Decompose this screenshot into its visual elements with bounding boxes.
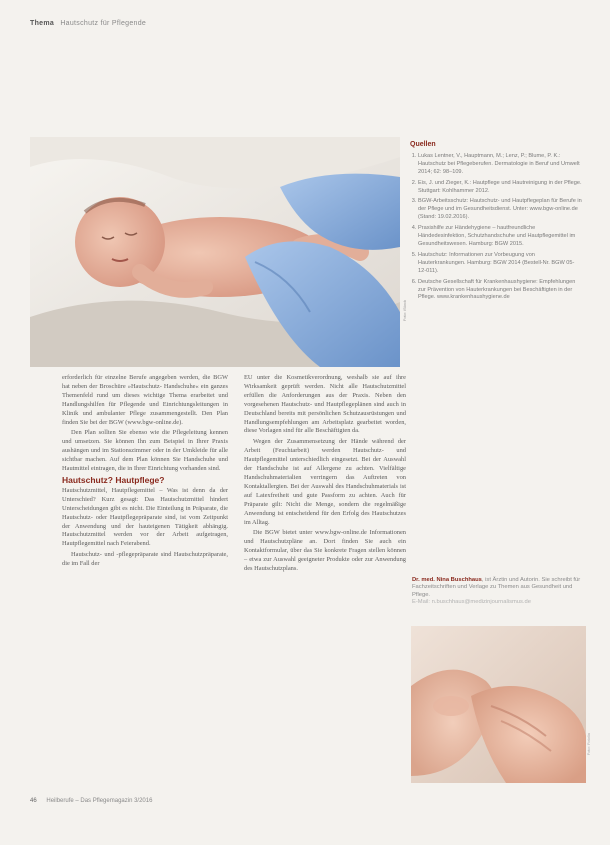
reference-item: 2. Eis, J. und Zieger, K.: Hautpflege und Hautreinigung in der Pflege. Stuttgart: Kohlhammer 2012. [418,180,582,196]
photo-credit-2: Foto: Fotolia [586,733,591,756]
newborn-photo [30,137,400,367]
author-contact: E-Mail: n.buschhaus@medizinjournalismus.de [412,599,531,606]
author-bio: ist Ärztin und Autorin. Sie schreibt für Fachzeitschriften und Verlage zu Themen aus Gesundheit und Pflege. [412,577,581,598]
page-footer [30,798,152,804]
baby-hand-photo [411,626,586,783]
body-paragraph: Die BGW bietet unter www.bgw-online.de Informationen und Hautschutzpläne an. Dort finden Sie auch ein Kontaktformular, über das Sie konkrete Fragen stellen können – etwa zur Auswahl geeigneter Produkte oder zur Anwendung des Hautschutzplans. [244,529,406,573]
newborn-illustration [30,137,400,367]
references [410,141,582,305]
body-paragraph: Wegen der Zusammensetzung der Hände während der Arbeit (Feuchtarbeit) werden Hautschutz- und Hautpflegemittel unterschiedlich eingesetzt. Bei der Auswahl der Handschuhe ist auf Allergene zu achten. Vielfältige Handschuhmaterialien verringern das Auftreten von Kontaktallergien. Bei der Auswahl des Handschuhmaterials ist auf Latexfreiheit und gute Passform zu achten. Auch für Präparate gilt: Nicht die Menge, sondern die regelmäßige Anwendung ist entscheidend für den Erfolg des Hautschutzes im Alltag. [244,438,406,526]
journal-name: Heilberufe – Das Pflegemagazin 3/2016 [46,798,153,804]
body-paragraph: Hautschutz- und -pflegepräparate sind Hautschutzpräparate, die im Fall der [62,551,228,568]
photo-credit: Foto: iStock [402,300,407,322]
body-paragraph: Hautschutzmittel, Hautpflegemittel – Was ist denn da der Unterschied? Kurz gesagt: Das Hautschutzmittel hindert Unterscheidungen gibt es nicht. Die Einteilung in Präparate, die Hautschutz- oder Hautpflegepräparate sind, ist vom Zeitpunkt der Anwendung und der hauteigenen Tätigkeit abhängig. Hautschutzmittel werden vor der Arbeit aufgetragen, Hautpflegemittel nach Feierabend. [62,486,228,548]
section-heading: Hautschutz? Hautpflege? [62,474,165,485]
reference-item: 1. Lukas Lentner, V., Hauptmann, M.; Lenz, P.; Blume, P. K.: Hautschutz bei Pflegeberufen. Dermatologie in Beruf und Umwelt 2014; 62: 98–109. [418,153,582,177]
baby-hand-illustration [411,626,586,783]
body-paragraph: Den Plan sollten Sie ebenso wie die Pflegeleitung kennen und umsetzen. Sie können Ihn zum Beispiel in Ihrer Praxis aushängen und im Stationszimmer oder in der Umkleide für alle sichtbar machen. Auf dem Plan können Sie Handschuhe und Hautmittel eintragen, die in Ihrer Einrichtung vorhanden sind. [62,429,228,473]
author-name: Dr. med. Nina Buschhaus [412,577,482,583]
reference-item: 3. BGW-Arbeitsschutz: Hautschutz- und Hautpflegeplan für Berufe in der Pflege und im Gesundheitsdienst. Unter: www.bgw-online.de (Stand: 19.02.2016). [418,198,582,222]
body-paragraph: erforderlich für einzelne Berufe angegeben werden, die BGW hat neben der Broschüre »Hautschutz- Handschuhe« ein ganzes Themenfeld rund um dieses wichtige Thema erarbeitet und Handlungshilfen für Pflegende und Einrichtungsleitungen in Klinik und ambulanter Pflege zusammengestellt. Den Plan finden Sie bei der BGW (www.bgw-online.de). [62,374,228,426]
section-subtitle: Hautschutz für Pflegende [60,20,147,27]
references-list [410,153,582,302]
section-label: Thema [30,20,55,27]
reference-item: 5. Hautschutz: Informationen zur Vorbeugung von Hauterkrankungen. Hamburg: BGW 2014 (Bestell-Nr. BGW 05-12-011). [418,252,582,276]
body-column-1 [62,374,228,571]
reference-item: 6. Deutsche Gesellschaft für Krankenhaushygiene: Empfehlungen zur Prävention von Hauterkrankungen bei Beschäftigten in der Pflege. www.krankenhaushygiene.de [418,279,582,303]
body-column-2 [244,374,406,576]
running-head [30,20,146,27]
author-note: Dr. med. Nina Buschhaus, ist Ärztin und Autorin. Sie schreibt für Fachzeitschriften und Verlage zu Themen aus Gesundheit und Pflege. E-Mail: n.buschhaus@medizinjournalismus.de [412,577,584,607]
reference-item: 4. Praxishilfe zur Händehygiene – hautfreundliche Händedesinfektion, Schutzhandschuhe und Hautpflegemittel im Gesundheitswesen. Hamburg: BGW 2015. [418,225,582,249]
references-title: Quellen [410,141,436,148]
page-number: 46 [30,798,37,804]
body-paragraph: EU unter die Kosmetikverordnung, weshalb sie auf ihre Wirksamkeit geprüft werden. Nicht alle Hautschutzmittel erfüllen die Anforderungen aus der Praxis. Neben den vorgesehenen Hautschutz- und Hautpflegeplänen sind auch in Deutschland bereits mit persönlichen Schutzausrüstungen und Handlungsempfehlungen am Arbeitsplatz gearbeitet worden, diese Vorlagen sind für alle Beschäftigten da. [244,374,406,435]
